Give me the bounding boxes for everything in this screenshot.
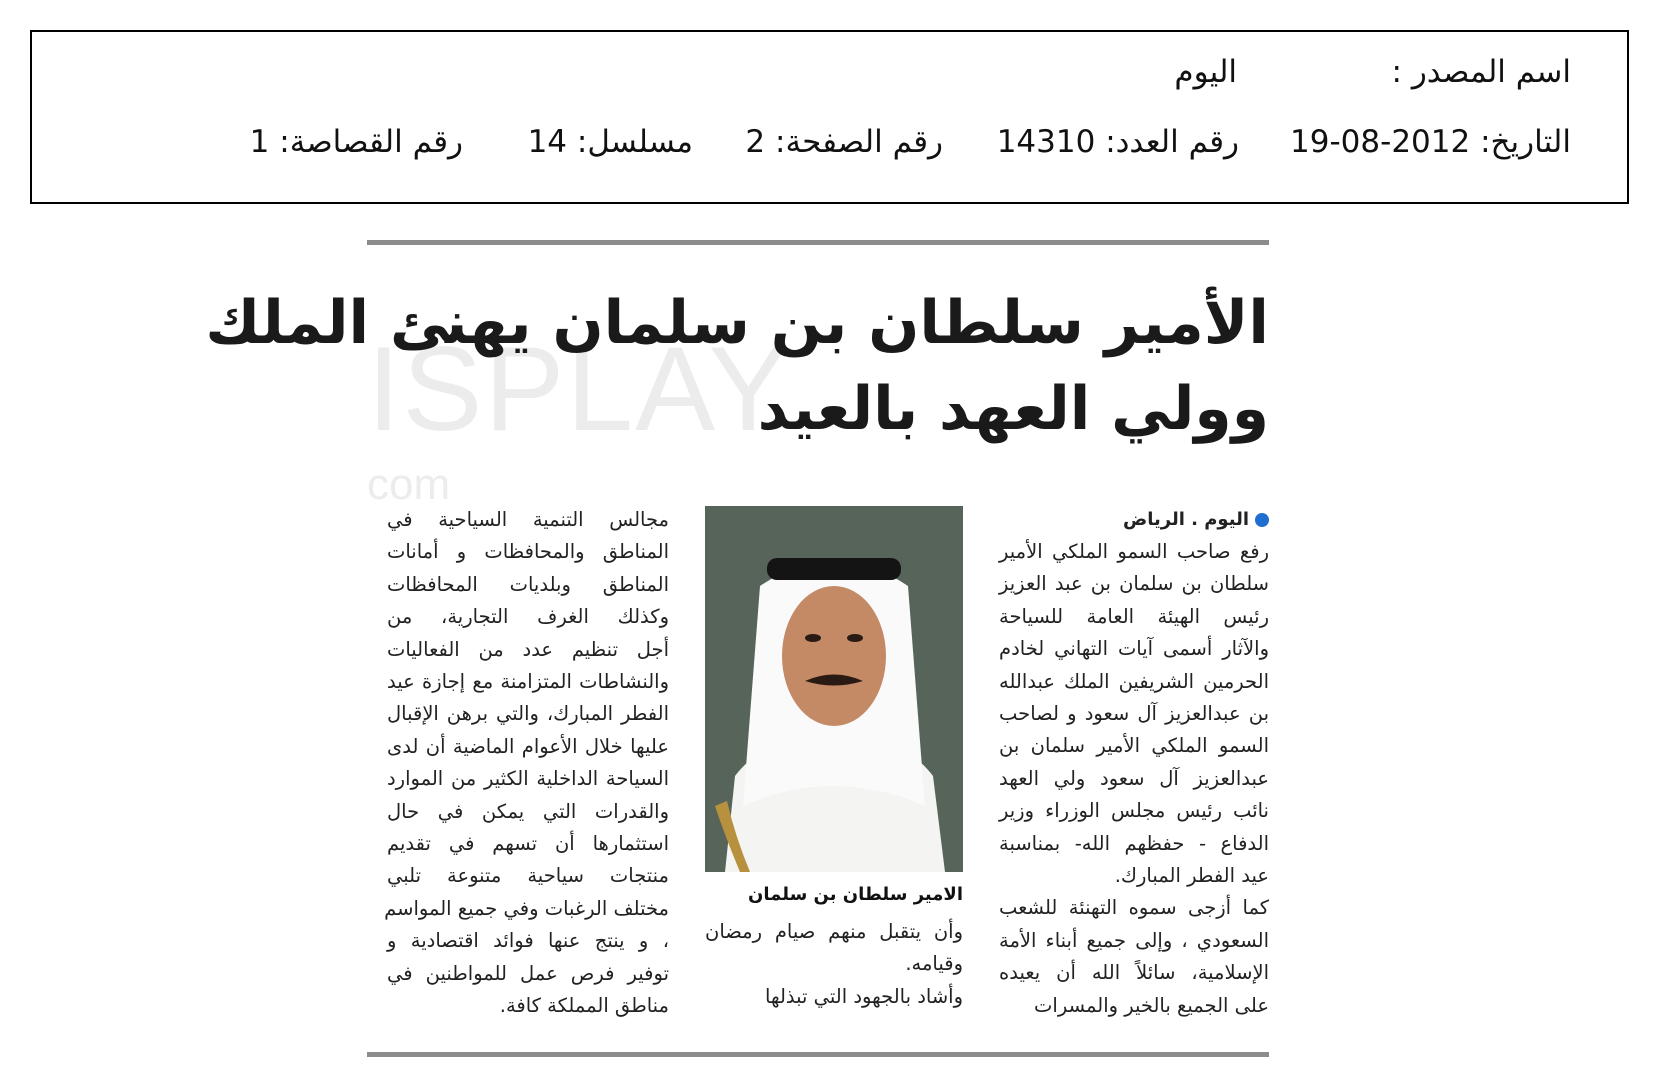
source-label: اسم المصدر :: [1391, 54, 1571, 90]
text-line: على الجميع بالخير والمسرات: [1034, 993, 1269, 1017]
text-line: الفطر المبارك، والتي برهن الإقبال: [387, 702, 669, 726]
text-line: مجالس التنمية السياحية في: [387, 508, 669, 531]
serial-label: مسلسل:: [576, 124, 693, 160]
date-label: التاريخ:: [1480, 124, 1571, 160]
text-line: مختلف الرغبات وفي جميع المواسم: [384, 896, 669, 920]
source-value: اليوم: [1174, 54, 1237, 90]
watermark-sub: com: [367, 460, 451, 509]
date-value: 2012-08-19: [1290, 124, 1471, 160]
article-headline: [205, 280, 1269, 452]
text-line: وأشاد بالجهود التي تبذلها: [765, 984, 963, 1008]
text-line: استثمارها أن تسهم في تقديم: [387, 832, 669, 856]
text-line: وأن يتقبل منهم صيام رمضان: [705, 920, 963, 943]
issue-label: رقم العدد:: [1105, 124, 1239, 160]
serial-value: 14: [527, 124, 568, 160]
column-middle-text: [705, 916, 963, 1013]
article-column-middle: [705, 916, 963, 1013]
text-line: رفع صاحب السمو الملكي الأمير: [999, 540, 1269, 563]
portrait-photo: [705, 506, 963, 872]
text-line: مناطق المملكة كافة.: [499, 994, 669, 1018]
bottom-rule: [367, 1052, 1269, 1057]
text-line: عيد الفطر المبارك.: [1114, 864, 1269, 888]
text-line: عبدالعزيز آل سعود ولي العهد: [999, 766, 1269, 790]
text-line: وقيامه.: [905, 952, 963, 976]
source-field: [1392, 54, 1571, 90]
page-field: [745, 124, 943, 160]
watermark: ISPLAY: [367, 322, 791, 456]
headline-line-2: وولي العهد بالعيد: [757, 374, 1269, 444]
issue-value: 14310: [996, 124, 1096, 160]
text-line: والآثار أسمى آيات التهاني لخادم: [999, 637, 1269, 661]
portrait-illustration: [705, 506, 963, 872]
column-left-text: [384, 504, 669, 1023]
newspaper-clipping: [205, 240, 1269, 1060]
issue-field: [997, 124, 1239, 160]
text-line: السياحة الداخلية الكثير من الموارد: [387, 767, 669, 791]
headline-line-1: الأمير سلطان بن سلمان يهنئ الملك: [205, 288, 1269, 358]
text-line: والقدرات التي يمكن في حال: [387, 799, 669, 823]
column-right-text: [999, 536, 1269, 1022]
source-value-field: [1174, 54, 1237, 90]
text-line: والنشاطات المتزامنة مع إجازة عيد: [387, 670, 669, 694]
clip-number-value: 1: [249, 124, 270, 160]
text-line: السمو الملكي الأمير سلمان بن: [999, 734, 1269, 758]
clipping-metadata-box: [30, 30, 1629, 204]
page-value: 2: [745, 124, 766, 160]
article-column-left: [384, 504, 669, 1023]
text-line: الإسلامية، سائلاً الله أن يعيده: [999, 961, 1269, 985]
text-line: الحرمين الشريفين الملك عبدالله: [999, 669, 1269, 693]
text-line: المناطق والمحافظات و أمانات: [387, 540, 669, 564]
article-dateline: [999, 504, 1269, 536]
text-line: رئيس الهيئة العامة للسياحة: [999, 604, 1269, 628]
top-rule: [367, 240, 1269, 245]
text-line: عليها خلال الأعوام الماضية أن لدى: [387, 734, 669, 758]
text-line: المناطق وبلديات المحافظات: [387, 572, 669, 596]
text-line: كما أزجى سموه التهنئة للشعب: [999, 896, 1269, 920]
text-line: السعودي ، وإلى جميع أبناء الأمة: [999, 928, 1269, 952]
text-line: ، و ينتج عنها فوائد اقتصادية و: [387, 929, 669, 953]
text-line: أجل تنظيم عدد من الفعاليات: [387, 637, 669, 661]
page-label: رقم الصفحة:: [775, 124, 943, 160]
text-line: توفير فرص عمل للمواطنين في: [387, 961, 669, 985]
text-line: سلطان بن سلمان بن عبد العزيز: [999, 572, 1269, 596]
bullet-dot-icon: [1255, 513, 1269, 527]
text-line: منتجات سياحية متنوعة تلبي: [387, 864, 669, 888]
text-line: الدفاع - حفظهم الله- بمناسبة: [999, 831, 1269, 855]
photo-caption: الامير سلطان بن سلمان: [748, 884, 963, 905]
article-column-right: [999, 504, 1269, 1022]
clip-number-label: رقم القصاصة:: [279, 124, 463, 160]
clip-number-field: [250, 124, 463, 160]
text-line: بن عبدالعزيز آل سعود و لصاحب: [999, 702, 1269, 726]
serial-field: [528, 124, 693, 160]
text-line: نائب رئيس مجلس الوزراء وزير: [999, 799, 1269, 823]
dateline-text: اليوم . الرياض: [1123, 508, 1249, 530]
date-field: [1290, 124, 1571, 160]
text-line: وكذلك الغرف التجارية، من: [387, 605, 669, 629]
